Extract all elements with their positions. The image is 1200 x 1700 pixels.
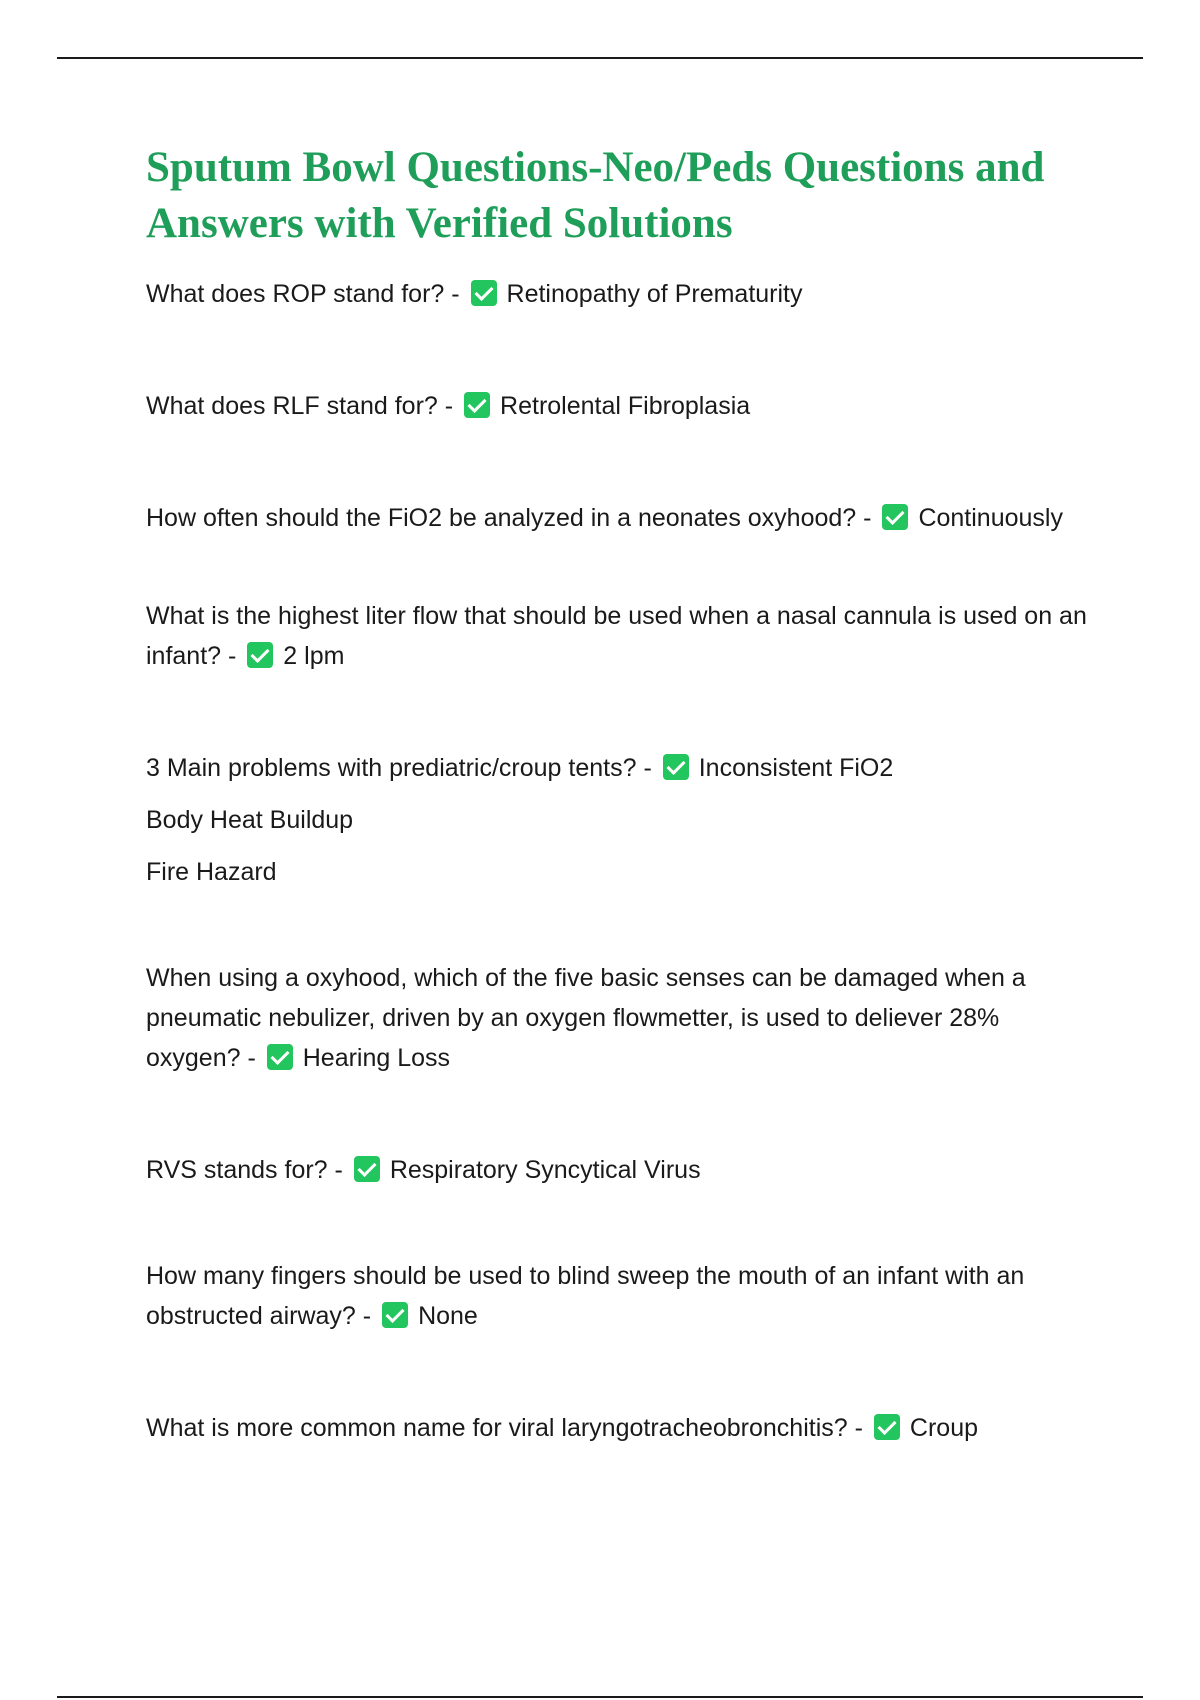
answer-text: None: [418, 1302, 478, 1330]
check-mark-icon: [663, 754, 689, 780]
answer-text: Croup: [909, 1414, 978, 1442]
qa-line: [146, 1408, 1091, 1448]
question-text: What is more common name for viral laryngotracheobronchitis? -: [146, 1414, 863, 1442]
document-body: [146, 140, 1091, 1448]
question-text: When using a oxyhood, which of the five basic senses can be damaged when a pneumatic nebulizer, driven by an oxygen flowmetter, is used to deliever 28% oxygen? -: [146, 964, 1026, 1072]
answer-text: Retinopathy of Prematurity: [506, 280, 803, 308]
check-mark-icon: [882, 504, 908, 530]
qa-line: [146, 1256, 1091, 1336]
question-text: RVS stands for? -: [146, 1156, 343, 1184]
answer-continuation: Body Heat Buildup: [146, 806, 354, 834]
question-text: What is the highest liter flow that should be used when a nasal cannula is used on an infant? -: [146, 602, 1087, 670]
answer-text: Continuously: [918, 504, 1063, 532]
qa-line: [146, 498, 1091, 538]
qa-item: [146, 1150, 1091, 1190]
question-text: 3 Main problems with prediatric/croup tents? -: [146, 754, 652, 782]
check-mark-icon: [382, 1302, 408, 1328]
qa-line: [146, 748, 1091, 788]
qa-item: [146, 748, 1091, 892]
answer-text: 2 lpm: [283, 642, 345, 670]
check-mark-icon: [874, 1414, 900, 1440]
check-mark-icon: [267, 1044, 293, 1070]
check-mark-icon: [354, 1156, 380, 1182]
qa-item: [146, 274, 1091, 314]
question-text: What does RLF stand for? -: [146, 392, 454, 420]
qa-item: [146, 958, 1091, 1078]
check-mark-icon: [464, 392, 490, 418]
answer-text: Inconsistent FiO2: [698, 754, 894, 782]
qa-item: [146, 1256, 1091, 1336]
qa-line: [146, 958, 1091, 1078]
question-text: What does ROP stand for? -: [146, 280, 460, 308]
qa-item: [146, 498, 1091, 538]
qa-line: [146, 274, 1091, 314]
qa-line: [146, 596, 1091, 676]
qa-item: [146, 1408, 1091, 1448]
question-text: How many fingers should be used to blind sweep the mouth of an infant with an obstructed airway? -: [146, 1262, 1025, 1330]
bottom-rule: [57, 1696, 1143, 1698]
qa-line: [146, 1150, 1091, 1190]
answer-text: Hearing Loss: [302, 1044, 451, 1072]
qa-line: [146, 386, 1091, 426]
top-rule: [57, 57, 1143, 59]
qa-item: [146, 386, 1091, 426]
check-mark-icon: [247, 642, 273, 668]
answer-text: Retrolental Fibroplasia: [500, 392, 751, 420]
answer-continuation: Fire Hazard: [146, 858, 277, 886]
qa-item: [146, 596, 1091, 676]
answer-text: Respiratory Syncytical Virus: [389, 1156, 701, 1184]
check-mark-icon: [471, 280, 497, 306]
document-title: Sputum Bowl Questions-Neo/Peds Questions and Answers with Verified Solutions: [146, 144, 1045, 247]
question-text: How often should the FiO2 be analyzed in a neonates oxyhood? -: [146, 504, 872, 532]
